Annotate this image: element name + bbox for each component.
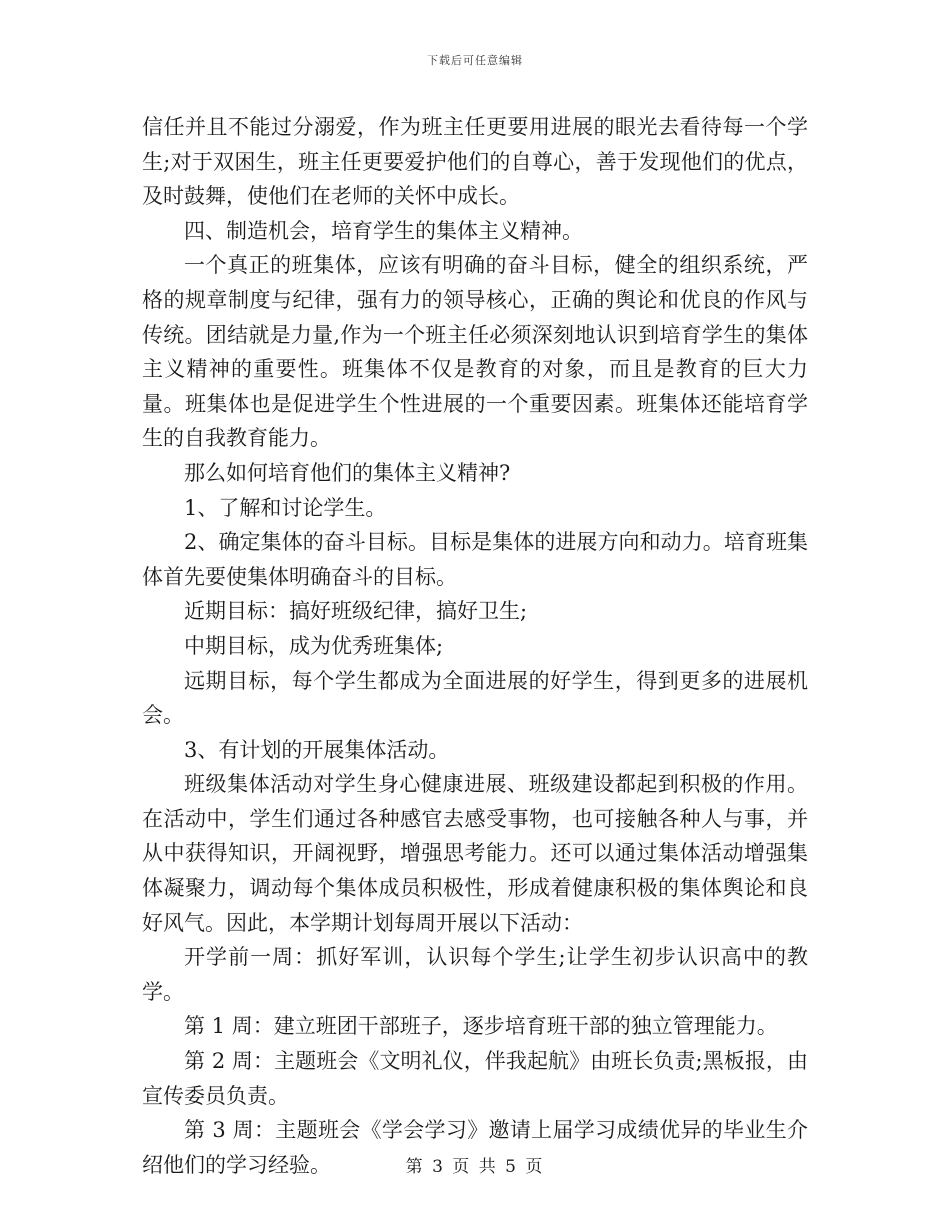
schedule-item: 第 1 周：建立班团干部班子，逐步培育班干部的独立管理能力。 bbox=[184, 1014, 778, 1039]
page-header: 下载后可任意编辑 bbox=[427, 54, 523, 67]
paragraph: 信任并且不能过分溺爱，作为班主任更要用进展的眼光去看待每一个学生;对于双困生，班主任更要爱护他们的自尊心，善于发现他们的优点，及时鼓舞，使他们在老师的关怀中成长。 bbox=[142, 115, 808, 209]
section-heading: 四、制造机会，培育学生的集体主义精神。 bbox=[184, 218, 583, 243]
goal-item: 远期目标，每个学生都成为全面进展的好学生，得到更多的进展机会。 bbox=[142, 668, 808, 728]
list-item: 2、确定集体的奋斗目标。目标是集体的进展方向和动力。培育班集体首先要使集体明确奋斗的目标。 bbox=[142, 530, 808, 589]
goal-item: 近期目标：搞好班级纪律，搞好卫生; bbox=[184, 599, 528, 624]
paragraph: 班级集体活动对学生身心健康进展、班级建设都起到积极的作用。在活动中，学生们通过各种感官去感受事物，也可接触各种人与事，并从中获得知识，开阔视野，增强思考能力。还可以通过集体活动增强集体凝聚力，调动每个集体成员积极性，形成着健康积极的集体舆论和良好风气。因此，本学期计划每周开展以下活动： bbox=[142, 772, 808, 935]
list-item: 3、有计划的开展集体活动。 bbox=[184, 737, 450, 762]
paragraph: 那么如何培育他们的集体主义精神? bbox=[184, 460, 511, 485]
goal-item: 中期目标，成为优秀班集体; bbox=[184, 633, 444, 658]
schedule-item: 第 3 周：主题班会《学会学习》邀请上届学习成绩优异的毕业生介绍他们的学习经验。 bbox=[142, 1118, 808, 1177]
page-footer: 第 3 页 共 5 页 bbox=[405, 1157, 545, 1177]
document-body bbox=[142, 110, 808, 1182]
list-item: 1、了解和讨论学生。 bbox=[184, 495, 387, 520]
paragraph: 一个真正的班集体，应该有明确的奋斗目标，健全的组织系统，严格的规章制度与纪律，强有力的领导核心，正确的舆论和优良的作风与传统。团结就是力量,作为一个班主任必须深刻地认识到培育学生的集体主义精神的重要性。班集体不仅是教育的对象，而且是教育的巨大力量。班集体也是促进学生个性进展的一个重要因素。班集体还能培育学生的自我教育能力。 bbox=[142, 253, 808, 451]
schedule-item: 开学前一周：抓好军训，认识每个学生;让学生初步认识高中的教学。 bbox=[142, 945, 808, 1004]
schedule-item: 第 2 周：主题班会《文明礼仪，伴我起航》由班长负责;黑板报，由宣传委员负责。 bbox=[142, 1049, 808, 1108]
